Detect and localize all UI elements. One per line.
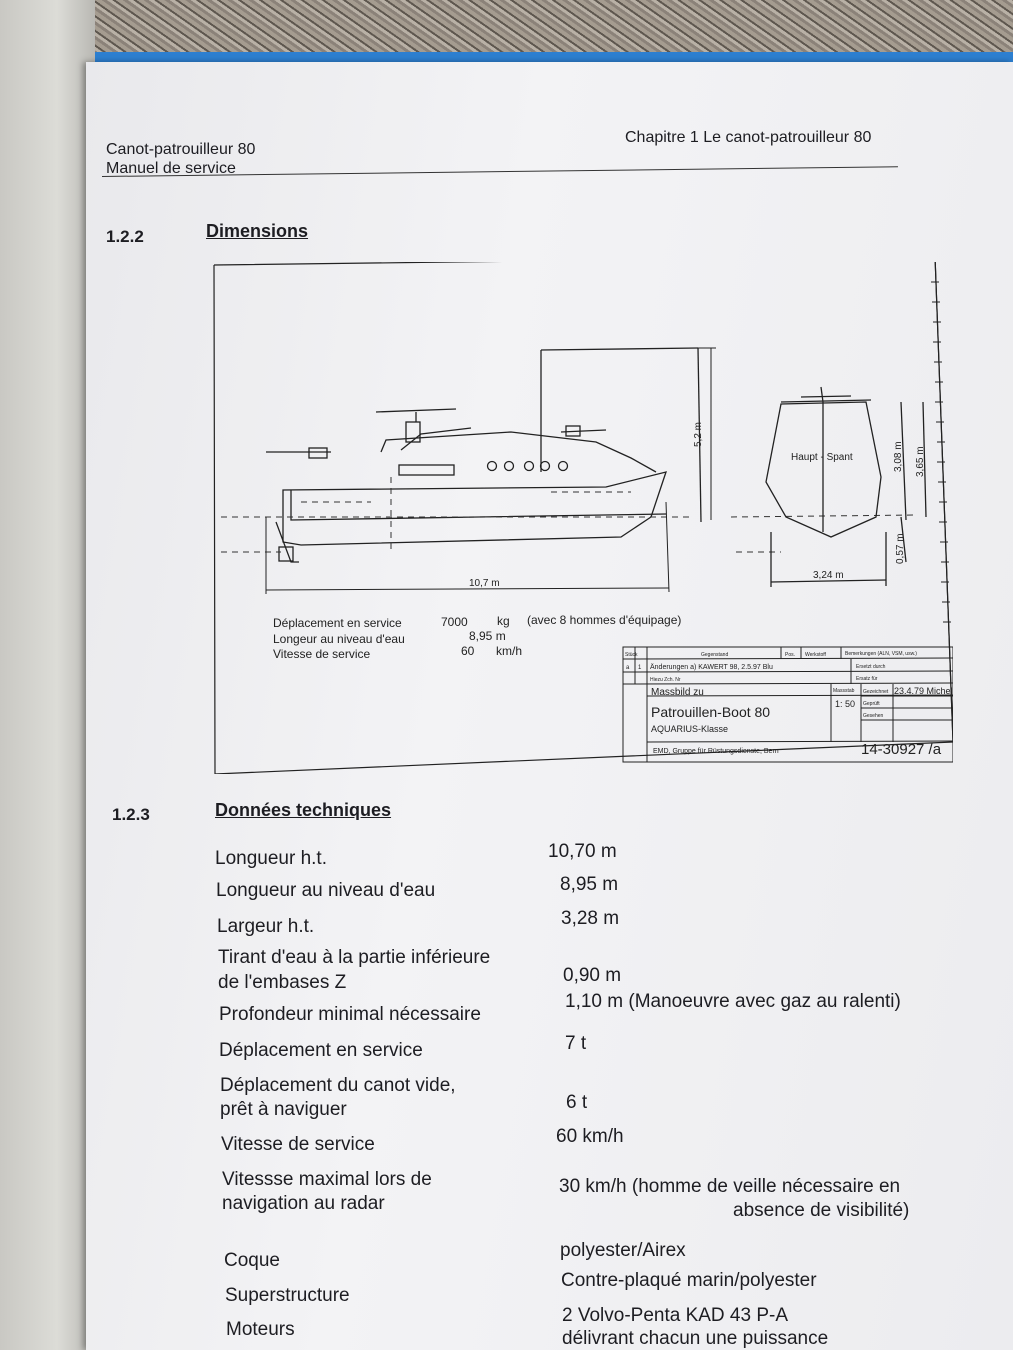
section-number-tech: 1.2.3 (112, 805, 150, 824)
spec-value: 3,28 m (561, 908, 620, 929)
spec-label: Vitessse maximal lors de (222, 1169, 432, 1190)
tb-row-letter: a (626, 665, 630, 671)
spec-value: 0,90 m (563, 965, 622, 986)
spec-label: Longueur h.t. (215, 848, 327, 869)
summary-value-2: 8,95 m (469, 629, 506, 643)
header-title: Canot-patrouilleur 80 (106, 141, 256, 158)
spec-label-continued: de l'embases Z (218, 972, 347, 993)
tb-col-gegenstand: Gegenstand (701, 652, 729, 658)
tb-ersatz-fur: Ersatz für (856, 676, 878, 682)
spec-value: 1,10 m (Manoeuvre avec gaz au ralenti) (565, 991, 901, 1012)
tb-drawing-number: 14-30927 /a (861, 741, 942, 758)
tb-hiezu: Hiezu Zch. Nr (650, 677, 681, 683)
tb-date-name: 23.4.79 Michel (894, 686, 953, 696)
summary-label-3: Vitesse de service (273, 647, 371, 661)
tb-massstab: Massstab (833, 688, 855, 694)
summary-note-1: (avec 8 hommes d'équipage) (527, 613, 682, 627)
boat-side-profile (266, 348, 701, 562)
hull-section-label: Haupt - Spant (791, 452, 853, 463)
dimension-drawing (211, 262, 953, 774)
spec-value: 2 Volvo-Penta KAD 43 P-A (562, 1305, 789, 1326)
tb-title-main: Patrouillen-Boot 80 (651, 704, 771, 720)
spec-value: 7 t (565, 1033, 587, 1054)
spec-value: Contre-plaqué marin/polyester (561, 1270, 817, 1291)
tb-gepruft: Geprüft (863, 701, 880, 707)
spec-label: Vitesse de service (221, 1134, 375, 1155)
spec-label: Longueur au niveau d'eau (216, 880, 436, 901)
tb-ersetzt-durch: Ersetzt durch (856, 664, 886, 670)
tb-title-sub: AQUARIUS-Klasse (651, 724, 729, 734)
summary-label-1: Déplacement en service (273, 616, 402, 630)
summary-unit-3: km/h (496, 644, 523, 658)
section-title-dimensions: Dimensions (206, 221, 309, 241)
beam-label: 3,24 m (813, 570, 844, 581)
underlying-pages (0, 0, 95, 1350)
tb-col-bemerkungen: Bemerkungen (ALN, VSM, usw.) (845, 651, 917, 657)
tb-org: EMD, Gruppe für Rüstungsdienste, Bern (653, 748, 779, 755)
spec-label: Profondeur minimal nécessaire (219, 1004, 481, 1025)
tb-col-werkstoff: Werkstoff (805, 652, 826, 658)
header-subtitle: Manuel de service (106, 160, 236, 177)
header-chapter: Chapitre 1 Le canot-patrouilleur 80 (625, 129, 872, 146)
tb-col-stuck: Stück (625, 652, 638, 658)
frame-ticks (931, 282, 951, 622)
section-number-dimensions: 1.2.2 (106, 227, 144, 246)
height-total-label: 3,65 m (915, 446, 926, 477)
spec-value: 60 km/h (556, 1126, 624, 1147)
tb-gesehen: Gesehen (863, 713, 884, 719)
height-label: 3,08 m (893, 441, 904, 472)
spec-label-continued: prêt à naviguer (220, 1099, 347, 1120)
tb-title-small: Massbild zu (651, 687, 704, 698)
summary-label-2: Longeur au niveau d'eau (273, 632, 405, 646)
spec-label: Superstructure (225, 1285, 350, 1306)
spec-value: 6 t (566, 1092, 588, 1113)
summary-value-3: 60 (461, 644, 475, 658)
spec-label: Largeur h.t. (217, 916, 315, 937)
tb-change: Änderungen a) KAWERT 98, 2.5.97 Blu (650, 664, 773, 671)
mast-height-label: 5,2 m (693, 421, 704, 447)
section-title-tech: Données techniques (215, 800, 392, 820)
summary-block (273, 613, 681, 661)
spec-label: Déplacement en service (219, 1040, 423, 1061)
spec-label: Coque (224, 1250, 280, 1271)
tb-col-pos: Pos. (785, 652, 796, 658)
spec-value: polyester/Airex (560, 1240, 686, 1261)
spec-value: 8,95 m (560, 874, 619, 895)
tb-row-num: 1 (638, 665, 642, 671)
tb-scale: 1: 50 (835, 699, 856, 709)
spec-label: Tirant d'eau à la partie inférieure (218, 947, 491, 968)
spec-label: Déplacement du canot vide, (220, 1075, 456, 1096)
spec-value: 30 km/h (homme de veille nécessaire en (559, 1176, 901, 1197)
draft-label: 0,57 m (895, 533, 906, 564)
spec-value: 10,70 m (548, 841, 617, 862)
spec-label: Moteurs (226, 1319, 295, 1340)
length-label: 10,7 m (469, 578, 500, 589)
tb-gezeichnet: Gezeichnet (863, 689, 889, 695)
spec-label-continued: navigation au radar (222, 1193, 385, 1214)
spec-value-continued: délivrant chacun une puissance (562, 1328, 829, 1349)
summary-unit-1: kg (497, 614, 510, 628)
spec-value-continued: absence de visibilité) (733, 1200, 910, 1221)
summary-value-1: 7000 (441, 615, 468, 629)
